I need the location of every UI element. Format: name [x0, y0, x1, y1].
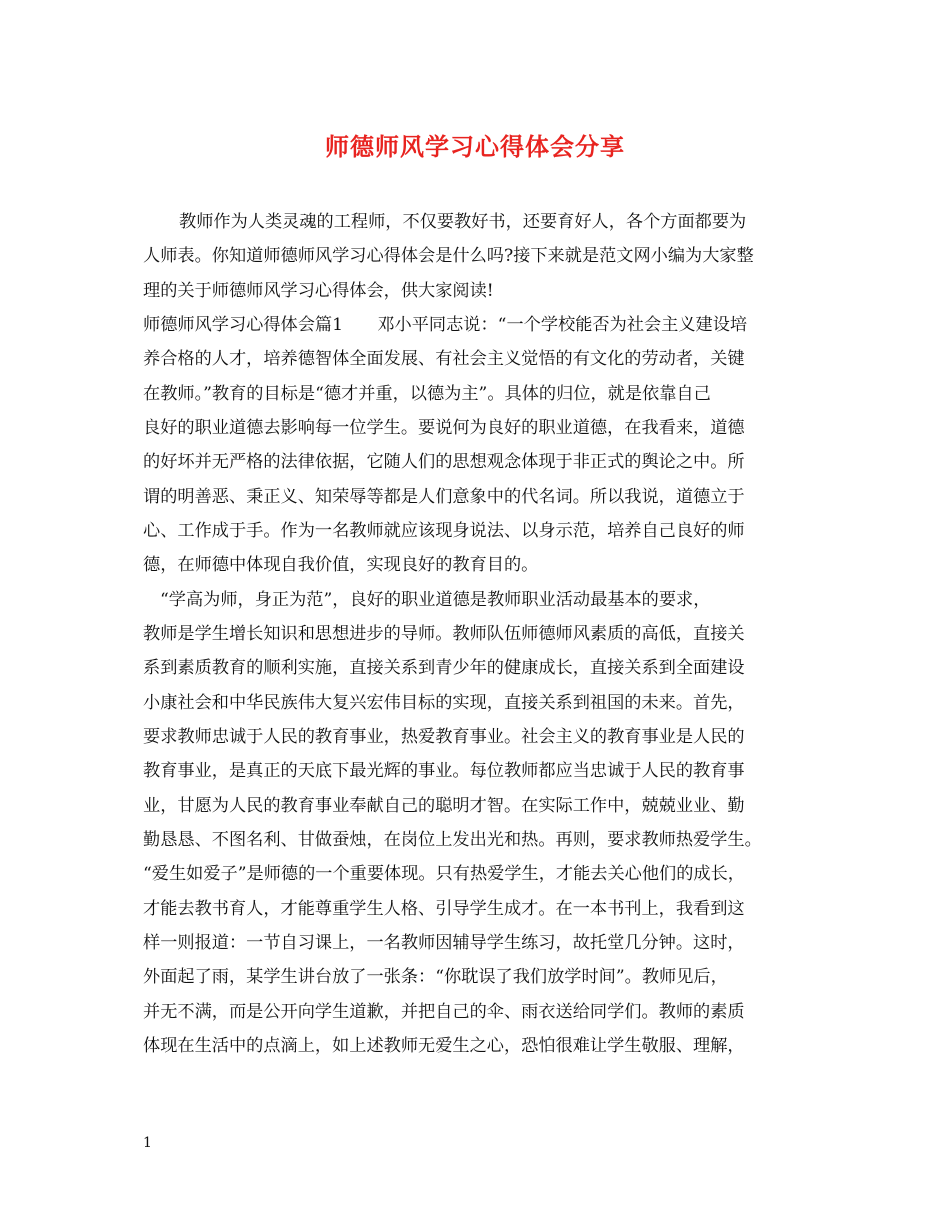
text-line: 人师表。你知道师德师风学习心得体会是什么吗?接下来就是范文网小编为大家整	[143, 246, 754, 266]
page-number: 1	[143, 1135, 152, 1151]
text-line: 理的关于师德师风学习心得体会，供大家阅读!	[143, 281, 494, 301]
text-line: “爱生如爱子”是师德的一个重要体现。只有热爱学生，才能去关心他们的成长，	[143, 864, 745, 884]
text-line: 勤恳恳、不图名利、甘做蚕烛，在岗位上发出光和热。再则，要求教师热爱学生。	[143, 830, 762, 850]
text-line: 小康社会和中华民族伟大复兴宏伟目标的实现，直接关系到祖国的未来。首先，	[143, 693, 745, 713]
text-line: 德，在师德中体现自我价值，实现良好的教育目的。	[143, 555, 539, 575]
text-line: 谓的明善恶、秉正义、知荣辱等都是人们意象中的代名词。所以我说，道德立于	[143, 487, 745, 507]
text-line: 样一则报道：一节自习课上，一名教师因辅导学生练习，故托堂几分钟。这时，	[143, 933, 745, 953]
text-line: 教师是学生增长知识和思想进步的导师。教师队伍师德师风素质的高低，直接关	[143, 624, 745, 644]
text-line: 才能去教书育人，才能尊重学生人格、引导学生成才。在一本书刊上，我看到这	[143, 899, 745, 919]
text-line: 心、工作成于手。作为一名教师就应该现身说法、以身示范，培养自己良好的师	[143, 521, 745, 541]
text-line: 师德师风学习心得体会篇1 邓小平同志说：“一个学校能否为社会主义建设培	[143, 315, 748, 335]
text-line: 外面起了雨，某学生讲台放了一张条：“你耽误了我们放学时间”。教师见后，	[143, 967, 728, 987]
text-line: 业，甘愿为人民的教育事业奉献自己的聪明才智。在实际工作中，兢兢业业、勤	[143, 796, 745, 816]
text-line: 系到素质教育的顺利实施，直接关系到青少年的健康成长，直接关系到全面建设	[143, 658, 745, 678]
text-line: 教师作为人类灵魂的工程师，不仅要教好书，还要育好人，各个方面都要为	[179, 212, 747, 232]
text-line: 体现在生活中的点滴上，如上述教师无爱生之心，恐怕很难让学生敬服、理解，	[143, 1036, 745, 1056]
text-line: 良好的职业道德去影响每一位学生。要说何为良好的职业道德，在我看来，道德	[143, 418, 745, 438]
text-line: 并无不满，而是公开向学生道歉，并把自己的伞、雨衣送给同学们。教师的素质	[143, 1002, 745, 1022]
text-line: 在教师。”教育的目标是“德才并重，以德为主”。具体的归位，就是依靠自己	[143, 384, 711, 404]
document-title: 师德师风学习心得体会分享	[325, 132, 625, 161]
text-line: 要求教师忠诚于人民的教育事业，热爱教育事业。社会主义的教育事业是人民的	[143, 727, 745, 747]
text-line: “学高为师，身正为范”，良好的职业道德是教师职业活动最基本的要求，	[160, 590, 711, 610]
text-line: 的好坏并无严格的法律依据，它随人们的思想观念体现于非正式的舆论之中。所	[143, 452, 745, 472]
text-line: 养合格的人才，培养德智体全面发展、有社会主义觉悟的有文化的劳动者，关键	[143, 349, 745, 369]
text-line: 教育事业，是真正的天底下最光辉的事业。每位教师都应当忠诚于人民的教育事	[143, 761, 745, 781]
